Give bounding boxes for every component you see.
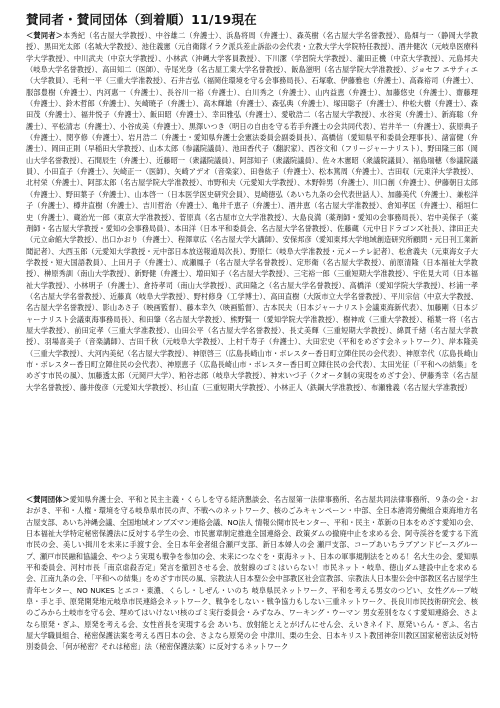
organizations-list: 愛知県弁護士会、平和と民主主義・くらしを守る経済懇談会、名古屋第一法律事務所、名古屋共同法律事務所、９条の会・おおがき、平和・人権・環境を守る岐阜県市民の声、不戦へのネットワーク、核のごみキャンペーン・中部、全日本港湾労働組合東海地方名古屋支部、あいち沖縄会議、全国地域オンブズマン連絡会議、NO法人 情報公開市民センター、平和・民主・革新の日本をめざす愛知の会、日本福祉大学特定秘密保護法に反対する学生の会、市民憲章制定推進全国連絡会、政策ダムの撤廃中止を求める会、阿寺渓谷を愛する下流市民の会、美しい揖川を未来に手渡す会、全日本年金者組合瀬戸支部、新日本婦人の会 瀬戸支部、コープあいちラブアンドピースグループ、瀬戸市民融和協議会、やつよう実現も戦争を参加の会、未来につなぐを・東海ネット、日本の軍事規制法をとめる！名大生の会、愛知県平和委員会、河村市長「南京虐殺否定」発言を撤回させる会、放射線のゴミはいらない！市民ネット・岐阜、徳山ダム建設中止を求める会、江南九条の会、「平和への結集」をめざす市民の風、宗教法人日本聖公会中部教区社会宣教部、宗教法人日本聖公会中部教区名古屋学生青年センター、NO NUKES とエコ・東濃、くらし・しぜん・いのち 岐阜県民ネットワーク、平和を考える男女のつどい、女性グループ岐阜・手と手、原発開発地元岐阜市民連絡会ネットワーク、戦争をしない・戦争協力もしない三重ネットワーク、長良川市民技術研究会、核のごみから土岐市を守る会、埋めてはいけない!核のゴミ実行委員会・みずなみ、ワーキング・ウーマン 男女差別をなくす愛知連絡会、さよなら原発・ぎふ、原発を考える会、女性首長を実現する会 あいち、放射能とえとがげんにせん会、えいきネイド、原発いらん・ぎふ、名古屋大学職員組合、秘密保護法案を考える西日本の会、さよなら原発の会 中津川、栗の生会、日本キリスト教団神奈川教区国家秘密法反対特別委員会、「何が秘密？それは秘密」法（秘密保護法案）に反対するネットワーク <box>26 495 478 652</box>
organizations-label: ＜賛同団体＞ <box>26 495 70 504</box>
supporting-organizations-section <box>26 494 478 704</box>
supporters-label: ＜賛同者＞ <box>26 31 63 40</box>
document-title: 賛同者・賛同団体（到着順）11/19現在 <box>26 12 257 27</box>
supporters-list: 本秀紀（名古屋大学教授）、中谷雄二（弁護士）、浜島将周（弁護士）、森英樹（名古屋大学名誉教授）、島畑与一（静岡大学教授）、黒田光太郎（名城大学教授）、池住義憲（元自衛隊イラク派兵差止訴訟の会代表・立教大学大学院特任教授）、酒井健次（元岐阜医療科学大学教授）、中川武夫（中京大学教授）、小林武（沖縄大学客員教授）、下川潔（学習院大学教授）、瀧田正機（中京大学教授）、元島邦夫（岐阜大学名誉教授）、高田知二（医師）、寺尾光身（名古屋工業大学名誉教授）、飯島滋明（名古屋学院大学准教授）、ジョセフ エサティエ（大学教員）、毛利一平（三重大学准教授）、石井吉弘（福岡住環境を守る会事務局長）、石塚歌、伊藤雅也（弁護士）、高森裕司（弁護士）、服部豊樹（弁護士）、内河惠一（弁護士）、長谷川一裕（弁護士）、白川秀之（弁護士）、山内益恵（弁護士）、加藤悠史（弁護士）、齋藤理（弁護士）、鈴木哲郎（弁護士）、矢崎暁子（弁護士）、高木輝雄（弁護士）、森弘典（弁護士）、塚田聡子（弁護士）、仲松大樹（弁護士）、森田茂（弁護士）、福井悦子（弁護士）、飯田昭（弁護士）、幸田雅弘（弁護士）、愛敬浩二（名古屋大学教授）、水谷実（弁護士）、新海聡（弁護士）、平松清志（弁護士）、小谷成美（弁護士）、黒澤いつき（明日の自由を守る若手弁護士の会共同代表）、岩井羊一（弁護士）、荻原典子（弁護士）、閔亨修（弁護士）、岩月浩二（弁護士・愛知県弁護士会憲法委員会副委員長）、高橋信（愛知県平和委員会理事長）、諸富健（弁護士）、岡田正則（早稲田大学教授）、山本太郎（参議院議員）、池田香代子（翻訳家）、西谷文和（フリージャーナリスト）、野田隆三郎（岡山大学名誉教授）、石間辰生（弁護士）、近藤昭一（衆議院議員）、阿部知子（衆議院議員）、佐々木憲昭（衆議院議員）、福島瑞穂（参議院議員）、小田直子（弁護士）、矢崎正一（医師）、矢崎アデオ（音楽家）、田巻紘子（弁護士）、松本篤周（弁護士）、吉田収（元東洋大学教授）、北村栄（弁護士）、阿部太郎（名古屋学院大学准教授）、市野和夫（元愛知大学教授）、木野幹男（弁護士）、川口創（弁護士）、伊藤朝日太郎（弁護士）、野田葉子（弁護士）、山本啓一（日本医学医史研究会員）、見崎徳弘（あいち九条の会代表世話人）、加藤美代（弁護士）、兼松洋子（弁護士）、樽井直樹（弁護士）、吉川哲治（弁護士）、亀井千恵子（弁護士）、酒井恵（名古屋大学准教授）、倉知孝匡（弁護士）、稲垣仁史（弁護士）、蔵治光一郎（東京大学准教授）、菅原真（名古屋市立大学准教授）、大島良満（薬剤師・愛知の会事務局長）、岩中美保子（薬剤師・名古屋大学教授・愛知の会事務局員）、本田洋（日本平和委員会、名古屋大学名誉教授）、佐藤蔵（元中日ドラゴンズ社長）、津田正夫（元立命館大学教授）、出口かおり（弁護士）、程澤章広（名古屋大学大講師）、安保邦彦（愛知東邦大学地域創造研究所顧問・元日刊工業新聞記者）、大西玉郎（元愛知大学教授・元中部日本放送報道局次長）、野原仁（岐阜大学准教授・元メーテレ記者）、松倉義夫（元東海女子大学教授・短大国語教員）、上田月子（弁護士）、成瀬鳳子（名古屋大学名誉教授）、定形衛（名古屋大学教授）、前原清隆（日本福祉大学教授）、榊原秀訓（南山大学教授）、新野健（弁護士）、増田知子（名古屋大学教授）、三宅裕一郎（三重短期大学准教授）、宇佐見大司（日本福祉大学教授）、小林明子（弁護士）、倉持孝司（南山大学教授）、武田隆之（名古屋大学名誉教授）、高橋洋（愛知学院大学教授）、杉浦一孝（名古屋大学名誉教授）、近藤真（岐阜大学教授）、野村修身（工学博士）、高田直樹（大阪市立大学名誉教授）、平川宗信（中京大学教授、名古屋大学名誉教授）、影山あさ子（映画監督）、藤本幸久（映画監督）、古本民夫（日本ジャーナリスト会議東海新代表）、加藤剛（日本ジャーナリスト会議東海事務局長）、和田肇（名古屋大学教授）、熊野賢一（愛知学院大学准教授）、樹神成（三重大学教授）、稲葉一将（名古屋大学教授）、前田定孝（三重大学准教授）、山田公平（名古屋大学名誉教授）、長丈美輝（三重短期大学教授）、綿貫千緒（名古屋大学教授）、羽場喜美子（音楽講師）、吉田千秋（元岐阜大学教授）、上村千寿子（弁護士）、大田宏史（平和をめざす会ネットワーク）、岸本隆美（三重大学教授）、大河内美紀（名古屋大学教授）、神原啓三（広島長崎山市・ボレスター香日町立陣住民の会代表）、神原幸代（広島長崎山市・ボレスター香日町立陣住民の会代表）、神原恵子（広島長崎山市・ボレスター香日町立陣住民の会代表）、太田光征（「平和への結集」をめざす市民の風）、加藤透太郎（元岡戸大学）、粕谷志郎（岐阜大学教授）、神末いづ子（クオータ制の実現をめざす会）、伊藤秀幸（名古屋大学名誉教授）、藤井俊彦（元愛知大学教授）、杉山直（三重短期大学教授）、小林正人（鉄鋼大学准教授）、布瀬雅義（名古屋大学准教授） <box>26 31 478 392</box>
supporters-section <box>26 30 478 470</box>
